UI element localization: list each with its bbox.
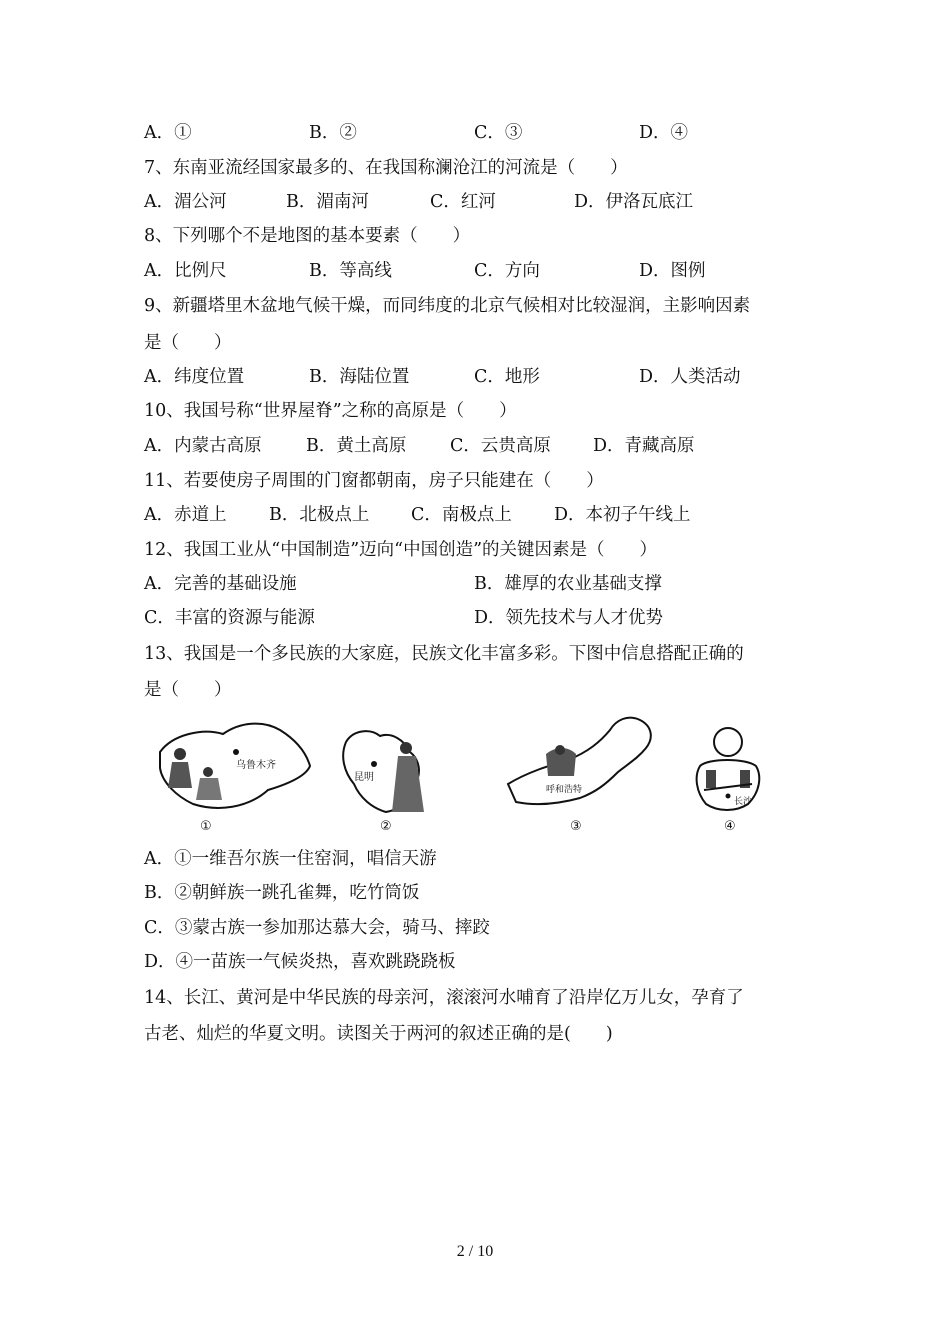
q14-stem-line2: 古老、灿烂的华夏文明。读图关于两河的叙述正确的是( ) [144,1024,613,1044]
q6-option-a: A．① [144,123,192,143]
q10-option-d: D．青藏高原 [593,436,695,456]
q13-option-b: B．②朝鲜族一跳孔雀舞，吃竹筒饭 [144,883,420,903]
q10-stem: 10、我国号称“世界屋脊”之称的高原是（ ） [144,401,517,421]
q7-option-d: D．伊洛瓦底江 [574,192,694,212]
q6-option-b: B．② [309,123,357,143]
map-label-hohhot: 呼和浩特 [546,784,583,794]
q8-option-b: B．等高线 [309,261,392,281]
q9-option-b: B．海陆位置 [309,367,410,387]
map-number-4: ④ [724,819,736,834]
ethnic-maps-figure [148,712,768,840]
q11-stem: 11、若要使房子周围的门窗都朝南，房子只能建在（ ） [144,471,604,491]
q10-option-a: A．内蒙古高原 [144,436,262,456]
ethnic-maps-illustration [148,712,768,840]
map-label-urumqi: 乌鲁木齐 [236,760,276,771]
q11-option-d: D．本初子午线上 [554,505,691,525]
q7-option-a: A．湄公河 [144,192,227,212]
q8-option-c: C．方向 [474,261,540,281]
q9-option-c: C．地形 [474,367,540,387]
q8-option-a: A．比例尺 [144,261,227,281]
map-label-kunming: 昆明 [354,772,374,783]
q8-option-d: D．图例 [639,261,706,281]
map-number-3: ③ [570,819,582,834]
q12-option-d: D．领先技术与人才优势 [474,608,664,628]
q12-stem: 12、我国工业从“中国制造”迈向“中国创造”的关键因素是（ ） [144,540,658,560]
q13-stem-line2: 是（ ） [144,680,232,700]
q8-stem: 8、下列哪个不是地图的基本要素（ ） [144,226,471,246]
q10-option-c: C．云贵高原 [450,436,551,456]
q9-option-a: A．纬度位置 [144,367,245,387]
q9-option-d: D．人类活动 [639,367,741,387]
q10-option-b: B．黄土高原 [306,436,407,456]
map-label-changsha: 长沙 [734,796,753,806]
q14-stem-line1: 14、长江、黄河是中华民族的母亲河，滚滚河水哺育了沿岸亿万儿女，孕育了 [144,988,744,1008]
q7-stem: 7、东南亚流经国家最多的、在我国称澜沧江的河流是（ ） [144,158,628,178]
q13-option-a: A．①一维吾尔族一住窑洞，唱信天游 [144,849,437,869]
q9-stem-line1: 9、新疆塔里木盆地气候干燥，而同纬度的北京气候相对比较湿润，主影响因素 [144,296,751,316]
q13-option-d: D．④一苗族一气候炎热，喜欢跳跷跷板 [144,952,456,972]
q6-option-c: C．③ [474,123,523,143]
map-number-1: ① [200,819,212,834]
q6-option-d: D．④ [639,123,689,143]
page-number: 2 / 10 [456,1243,494,1260]
q7-option-b: B．湄南河 [286,192,369,212]
q12-option-b: B．雄厚的农业基础支撑 [474,574,662,594]
q13-stem-line1: 13、我国是一个多民族的大家庭，民族文化丰富多彩。下图中信息搭配正确的 [144,644,744,664]
q12-option-a: A．完善的基础设施 [144,574,297,594]
q12-option-c: C．丰富的资源与能源 [144,608,315,628]
q7-option-c: C．红河 [430,192,496,212]
q11-option-c: C．南极点上 [411,505,512,525]
q9-stem-line2: 是（ ） [144,333,232,353]
map-number-2: ② [380,819,392,834]
map-xinjiang [160,724,310,808]
q11-option-b: B．北极点上 [269,505,370,525]
q11-option-a: A．赤道上 [144,505,227,525]
q13-option-c: C．③蒙古族一参加那达慕大会，骑马、摔跤 [144,918,490,938]
